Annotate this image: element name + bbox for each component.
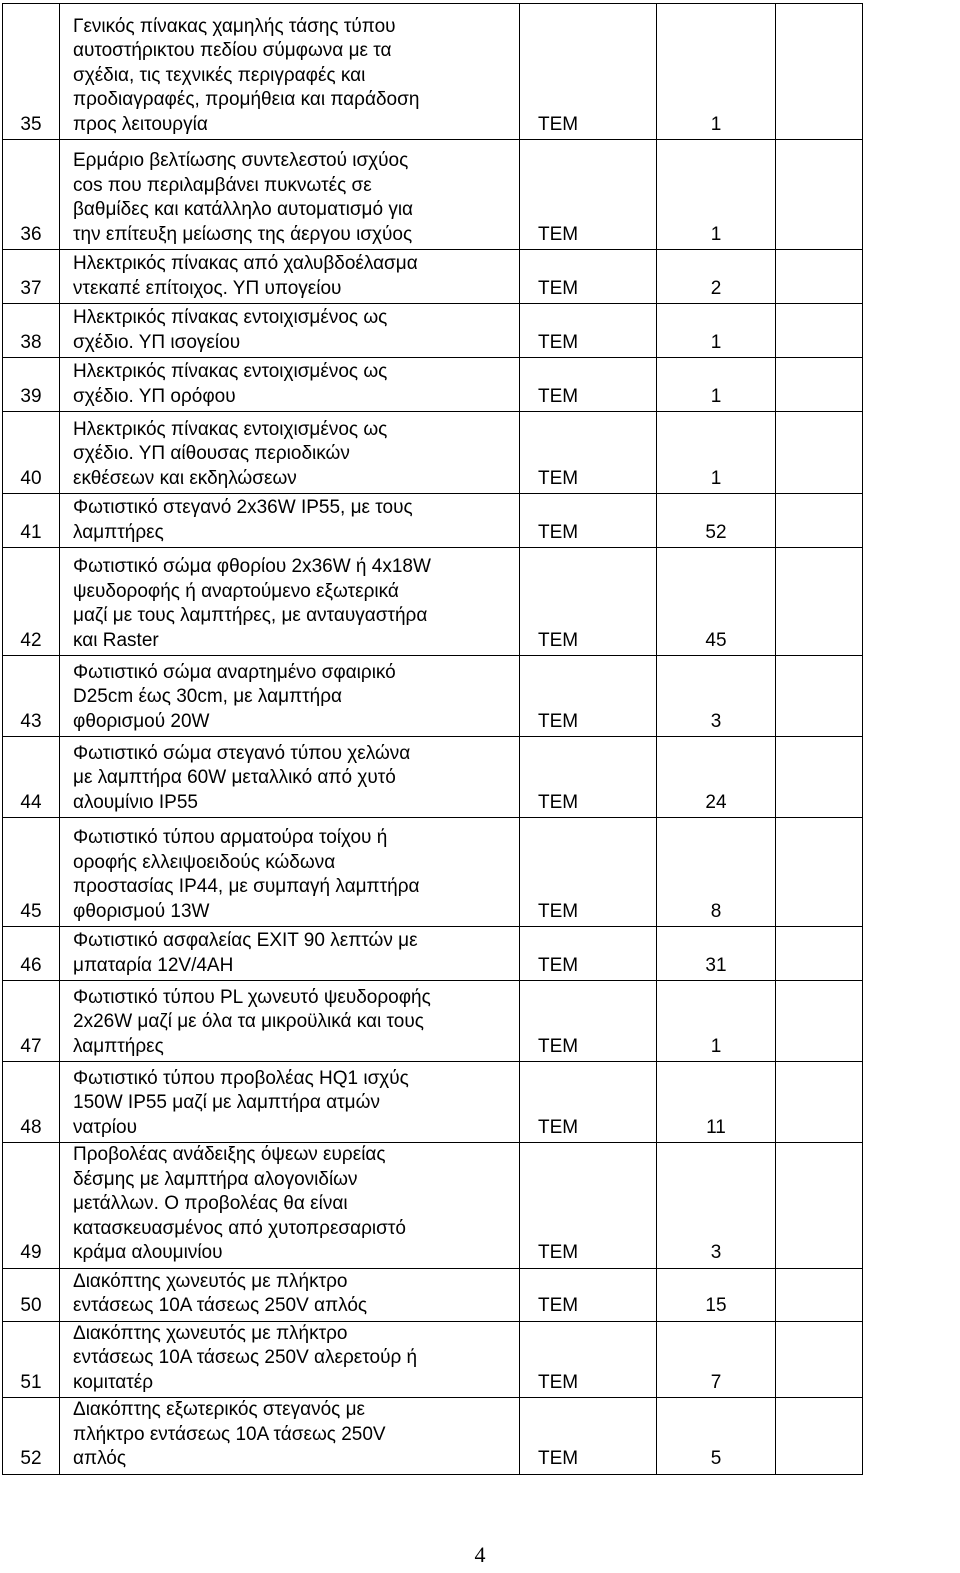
- item-description-text: Ηλεκτρικός πίνακας εντοιχισμένος ως σχέδιο. ΥΠ ορόφου: [73, 361, 388, 407]
- item-number-text: 52: [20, 1448, 42, 1469]
- item-quantity: [657, 304, 776, 358]
- item-number: [3, 4, 60, 140]
- item-quantity: [657, 1143, 776, 1269]
- item-number-text: 46: [20, 954, 42, 976]
- table-row: [3, 250, 863, 304]
- item-blank-cell: [776, 737, 863, 818]
- table-row: [3, 981, 863, 1062]
- item-description: [60, 818, 520, 927]
- item-quantity: [657, 250, 776, 304]
- item-quantity-text: 7: [710, 1371, 722, 1393]
- item-quantity: [657, 737, 776, 818]
- table-row: [3, 656, 863, 737]
- item-unit: [520, 4, 657, 140]
- item-unit-text: ΤΕΜ: [538, 900, 579, 922]
- item-number: [3, 412, 60, 494]
- item-description-text: Ηλεκτρικός πίνακας εντοιχισμένος ως σχέδιο. ΥΠ ισογείου: [73, 307, 388, 353]
- item-description-text: Φωτιστικό σώμα φθορίου 2x36W ή 4x18W ψευδοροφής ή αναρτούμενο εξωτερικά μαζί με τους λαμπτήρες, με ανταυγαστήρα και Raster: [73, 556, 431, 651]
- item-number-text: 44: [20, 791, 42, 813]
- table-row: [3, 304, 863, 358]
- item-unit-text: ΤΕΜ: [538, 1035, 579, 1057]
- item-quantity: [657, 1062, 776, 1143]
- item-description: [60, 737, 520, 818]
- item-unit: [520, 250, 657, 304]
- item-blank-cell: [776, 250, 863, 304]
- item-unit-text: ΤΕΜ: [538, 223, 579, 245]
- item-unit: [520, 818, 657, 927]
- item-quantity: [657, 1321, 776, 1398]
- table-row: [3, 1398, 863, 1475]
- item-number-text: 36: [20, 223, 42, 245]
- item-description-text: Φωτιστικό στεγανό 2x36W IP55, με τους λαμπτήρες: [73, 497, 413, 543]
- item-blank-cell: [776, 494, 863, 548]
- item-number: [3, 1398, 60, 1475]
- item-number: [3, 1143, 60, 1269]
- item-description: [60, 1062, 520, 1143]
- item-number-text: 39: [20, 385, 42, 407]
- item-blank-cell: [776, 1062, 863, 1143]
- item-unit-text: ΤΕΜ: [538, 1371, 579, 1393]
- item-number: [3, 656, 60, 737]
- table-row: [3, 1268, 863, 1321]
- item-blank-cell: [776, 818, 863, 927]
- item-quantity-text: 3: [710, 710, 722, 732]
- item-blank-cell: [776, 1398, 863, 1475]
- item-blank-cell: [776, 1321, 863, 1398]
- item-number: [3, 358, 60, 412]
- item-number-text: 45: [20, 900, 42, 922]
- item-quantity-text: 52: [705, 521, 727, 543]
- item-number: [3, 140, 60, 250]
- item-unit-text: ΤΕΜ: [538, 277, 579, 299]
- item-unit-text: ΤΕΜ: [538, 1242, 579, 1263]
- item-description-text: Φωτιστικό σώμα στεγανό τύπου χελώνα με λαμπτήρα 60W μεταλλικό από χυτό αλουμίνιο IP55: [73, 742, 411, 813]
- item-quantity: [657, 358, 776, 412]
- item-number: [3, 927, 60, 981]
- item-quantity-text: 1: [710, 385, 722, 407]
- item-description: [60, 494, 520, 548]
- item-description: [60, 1143, 520, 1269]
- item-number: [3, 548, 60, 656]
- item-description: [60, 548, 520, 656]
- items-table: [2, 3, 863, 1475]
- table-row: [3, 4, 863, 140]
- item-description: [60, 981, 520, 1062]
- item-number: [3, 737, 60, 818]
- item-unit-text: ΤΕΜ: [538, 113, 579, 135]
- item-quantity-text: 24: [705, 791, 727, 813]
- item-quantity: [657, 1268, 776, 1321]
- item-blank-cell: [776, 927, 863, 981]
- item-unit-text: ΤΕΜ: [538, 331, 579, 353]
- item-unit: [520, 656, 657, 737]
- item-quantity: [657, 818, 776, 927]
- item-unit-text: ΤΕΜ: [538, 791, 579, 813]
- item-unit: [520, 548, 657, 656]
- item-quantity-text: 1: [710, 1035, 722, 1057]
- table-row: [3, 737, 863, 818]
- item-number: [3, 304, 60, 358]
- item-unit: [520, 1268, 657, 1321]
- item-blank-cell: [776, 1143, 863, 1269]
- item-number-text: 47: [20, 1035, 42, 1057]
- item-blank-cell: [776, 4, 863, 140]
- item-description-text: Διακόπτης χωνευτός με πλήκτρο εντάσεως 10Α τάσεως 250V αλερετούρ ή κομιτατέρ: [73, 1322, 418, 1393]
- table-row: [3, 1062, 863, 1143]
- item-blank-cell: [776, 981, 863, 1062]
- item-description-text: Φωτιστικό τύπου PL χωνευτό ψευδοροφής 2x26W μαζί με όλα τα μικροϋλικά και τους λαμπτήρες: [73, 986, 431, 1057]
- item-description: [60, 304, 520, 358]
- item-description-text: Φωτιστικό τύπου αρματούρα τοίχου ή οροφής ελλειψοειδούς κώδωνα προστασίας IP44, με συμπαγή λαμπτήρα φθορισμού 13W: [73, 827, 420, 922]
- item-unit-text: ΤΕΜ: [538, 521, 579, 543]
- item-quantity: [657, 656, 776, 737]
- item-number-text: 50: [20, 1295, 42, 1316]
- item-unit: [520, 412, 657, 494]
- item-unit: [520, 358, 657, 412]
- table-row: [3, 494, 863, 548]
- table-row: [3, 548, 863, 656]
- item-description: [60, 140, 520, 250]
- item-blank-cell: [776, 412, 863, 494]
- item-description-text: Ερμάριο βελτίωσης συντελεστού ισχύος cos που περιλαμβάνει πυκνωτές σε βαθμίδες και κατάλληλο αυτοματισμό για την επίτευξη μείωσης της άεργου ισχύος: [73, 150, 414, 245]
- item-unit: [520, 1062, 657, 1143]
- table-row: [3, 412, 863, 494]
- item-blank-cell: [776, 358, 863, 412]
- item-unit: [520, 927, 657, 981]
- item-quantity-text: 5: [710, 1448, 722, 1469]
- item-unit: [520, 140, 657, 250]
- item-description-text: Φωτιστικό τύπου προβολέας HQ1 ισχύς 150W IP55 μαζί με λαμπτήρα ατμών νατρίου: [73, 1067, 409, 1138]
- item-number-text: 37: [20, 277, 42, 299]
- item-quantity: [657, 927, 776, 981]
- item-quantity-text: 1: [710, 223, 722, 245]
- item-quantity-text: 31: [705, 954, 727, 976]
- item-description: [60, 1268, 520, 1321]
- item-quantity: [657, 1398, 776, 1475]
- item-blank-cell: [776, 656, 863, 737]
- item-number: [3, 1268, 60, 1321]
- table-row: [3, 140, 863, 250]
- item-number-text: 49: [20, 1242, 42, 1263]
- item-quantity-text: 45: [705, 629, 727, 651]
- item-unit: [520, 1398, 657, 1475]
- item-description: [60, 250, 520, 304]
- item-unit: [520, 494, 657, 548]
- item-description-text: Διακόπτης εξωτερικός στεγανός με πλήκτρο εντάσεως 10Α τάσεως 250V απλός: [73, 1399, 386, 1469]
- item-unit-text: ΤΕΜ: [538, 385, 579, 407]
- item-description: [60, 358, 520, 412]
- item-description: [60, 927, 520, 981]
- item-quantity-text: 15: [705, 1295, 727, 1316]
- item-quantity-text: 1: [710, 467, 722, 489]
- item-quantity: [657, 548, 776, 656]
- item-unit-text: ΤΕΜ: [538, 1295, 579, 1316]
- item-blank-cell: [776, 140, 863, 250]
- item-unit-text: ΤΕΜ: [538, 710, 579, 732]
- item-blank-cell: [776, 304, 863, 358]
- item-quantity: [657, 494, 776, 548]
- item-description: [60, 656, 520, 737]
- item-number-text: 42: [20, 629, 42, 651]
- item-number-text: 43: [20, 710, 42, 732]
- item-unit: [520, 304, 657, 358]
- item-unit: [520, 1321, 657, 1398]
- item-number: [3, 818, 60, 927]
- item-quantity-text: 1: [710, 331, 722, 353]
- items-table-body: [3, 4, 863, 1475]
- item-unit-text: ΤΕΜ: [538, 954, 579, 976]
- item-description-text: Γενικός πίνακας χαμηλής τάσης τύπου αυτοστήρικτου πεδίου σύμφωνα με τα σχέδια, τις τεχνικές περιγραφές και προδιαγραφές, προμήθεια και παράδοση προς λειτουργία: [73, 15, 420, 135]
- item-quantity-text: 1: [710, 113, 722, 135]
- item-description: [60, 1398, 520, 1475]
- item-unit-text: ΤΕΜ: [538, 1448, 579, 1469]
- item-number-text: 38: [20, 331, 42, 353]
- item-number-text: 41: [20, 521, 42, 543]
- item-description: [60, 1321, 520, 1398]
- item-number: [3, 250, 60, 304]
- table-row: [3, 358, 863, 412]
- item-blank-cell: [776, 548, 863, 656]
- table-row: [3, 818, 863, 927]
- item-description: [60, 412, 520, 494]
- item-number: [3, 981, 60, 1062]
- item-quantity-text: 3: [710, 1242, 722, 1263]
- item-unit: [520, 981, 657, 1062]
- item-number-text: 35: [20, 113, 42, 135]
- item-description-text: Διακόπτης χωνευτός με πλήκτρο εντάσεως 10Α τάσεως 250V απλός: [73, 1270, 368, 1316]
- page-number: 4: [474, 1542, 486, 1567]
- table-row: [3, 1321, 863, 1398]
- item-description-text: Προβολέας ανάδειξης όψεων ευρείας δέσμης με λαμπτήρα αλογονιδίων μετάλλων. Ο προβολέας θα είναι κατασκευασμένος από χυτοπρεσαριστό κράμα αλουμινίου: [73, 1144, 406, 1263]
- item-description-text: Φωτιστικό σώμα αναρτημένο σφαιρικό D25cm έως 30cm, με λαμπτήρα φθορισμού 20W: [73, 661, 396, 732]
- item-unit: [520, 737, 657, 818]
- item-unit-text: ΤΕΜ: [538, 1116, 579, 1138]
- table-row: [3, 927, 863, 981]
- item-unit: [520, 1143, 657, 1269]
- item-quantity: [657, 412, 776, 494]
- item-unit-text: ΤΕΜ: [538, 467, 579, 489]
- item-number-text: 51: [20, 1371, 42, 1393]
- item-unit-text: ΤΕΜ: [538, 629, 579, 651]
- item-description: [60, 4, 520, 140]
- item-number: [3, 494, 60, 548]
- item-quantity-text: 8: [710, 900, 722, 922]
- item-number-text: 48: [20, 1116, 42, 1138]
- item-number: [3, 1062, 60, 1143]
- item-quantity: [657, 140, 776, 250]
- item-quantity: [657, 4, 776, 140]
- table-row: [3, 1143, 863, 1269]
- item-quantity-text: 11: [706, 1116, 726, 1138]
- item-description-text: Ηλεκτρικός πίνακας από χαλυβδοέλασμα ντεκαπέ επίτοιχος. ΥΠ υπογείου: [73, 253, 418, 299]
- item-description-text: Ηλεκτρικός πίνακας εντοιχισμένος ως σχέδιο. ΥΠ αίθουσας περιοδικών εκθέσεων και εκδηλώσεων: [73, 418, 388, 489]
- item-number: [3, 1321, 60, 1398]
- item-quantity-text: 2: [710, 277, 722, 299]
- item-description-text: Φωτιστικό ασφαλείας EXIT 90 λεπτών με μπαταρία 12V/4AH: [73, 930, 418, 976]
- item-number-text: 40: [20, 467, 42, 489]
- item-blank-cell: [776, 1268, 863, 1321]
- item-quantity: [657, 981, 776, 1062]
